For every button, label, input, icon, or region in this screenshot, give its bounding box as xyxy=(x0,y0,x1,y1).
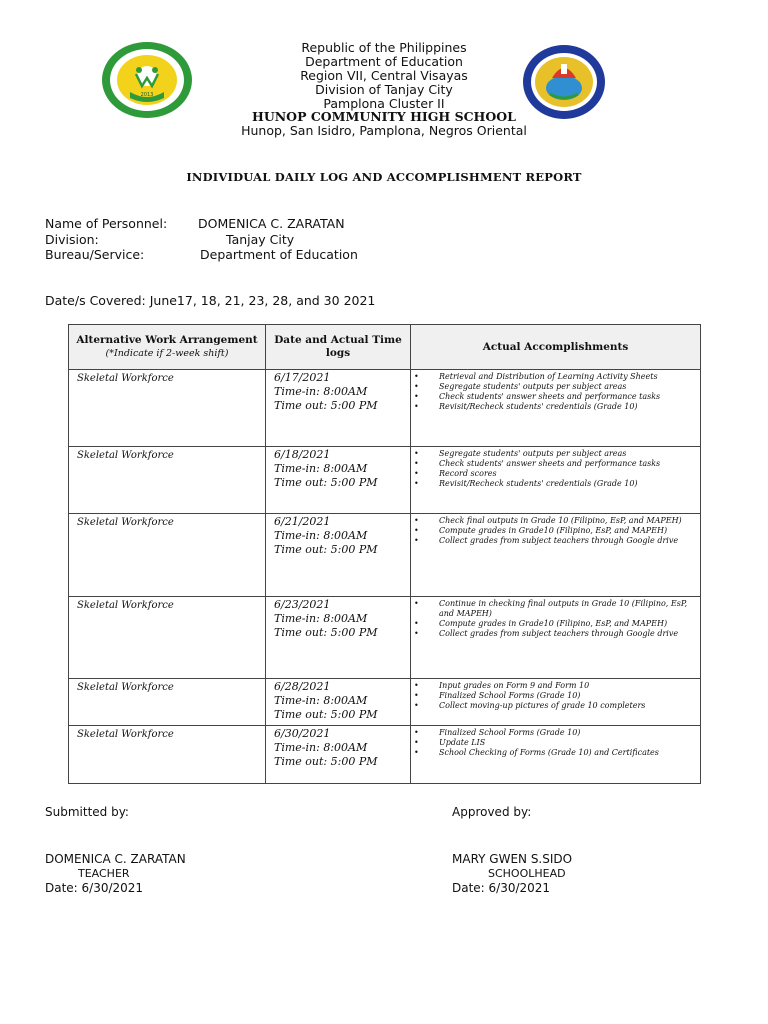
arrangement-cell: Skeletal Workforce xyxy=(69,514,266,597)
header-line-deped: Department of Education xyxy=(305,54,463,69)
school-address: Hunop, San Isidro, Pamplona, Negros Oriental xyxy=(241,123,527,138)
header-line-region: Region VII, Central Visayas xyxy=(300,68,468,83)
accomplishment-item: • Segregate students' outputs per subject areas xyxy=(439,382,696,392)
accomplishment-item: • Check final outputs in Grade 10 (Filipino, EsP, and MAPEH) xyxy=(439,516,696,526)
column-header-date: Date and Actual Time logs xyxy=(266,325,411,370)
log-date: 6/30/2021 xyxy=(274,727,331,740)
date-time-cell xyxy=(266,597,411,679)
bureau-label: Bureau/Service: xyxy=(45,247,145,262)
arrangement-header-note: (*Indicate if 2-week shift) xyxy=(105,348,229,359)
arrangement-header-label: Alternative Work Arrangement xyxy=(76,334,258,346)
accomplishment-item: • Update LIS xyxy=(439,738,696,748)
date-time-cell xyxy=(266,370,411,447)
approved-role: SCHOOLHEAD xyxy=(488,867,566,880)
log-time-in: Time-in: 8:00AM xyxy=(274,462,368,475)
log-time-in: Time-in: 8:00AM xyxy=(274,694,368,707)
log-time-out: Time out: 5:00 PM xyxy=(274,708,378,721)
left-seal-year: 2013 xyxy=(140,92,154,98)
arrangement-cell: Skeletal Workforce xyxy=(69,679,266,726)
accomplishments-cell xyxy=(411,726,701,784)
log-time-out: Time out: 5:00 PM xyxy=(274,399,378,412)
log-time-out: Time out: 5:00 PM xyxy=(274,626,378,639)
accomplishment-item: • Check students' answer sheets and performance tasks xyxy=(439,459,696,469)
accomplishment-item: • School Checking of Forms (Grade 10) and Certificates xyxy=(439,748,696,758)
log-date: 6/18/2021 xyxy=(274,448,331,461)
log-time-in: Time-in: 8:00AM xyxy=(274,529,368,542)
accomplishment-item: • Check students' answer sheets and performance tasks xyxy=(439,392,696,402)
log-time-in: Time-in: 8:00AM xyxy=(274,612,368,625)
arrangement-cell: Skeletal Workforce xyxy=(69,726,266,784)
accomplishment-item: • Record scores xyxy=(439,469,696,479)
accomplishments-cell xyxy=(411,447,701,514)
log-time-out: Time out: 5:00 PM xyxy=(274,755,378,768)
name-value: DOMENICA C. ZARATAN xyxy=(198,216,345,231)
date-time-cell xyxy=(266,514,411,597)
division-value: Tanjay City xyxy=(226,232,295,247)
accomplishment-item: • Finalized School Forms (Grade 10) xyxy=(439,728,696,738)
daily-log-table xyxy=(68,324,701,784)
log-date: 6/17/2021 xyxy=(274,371,331,384)
school-name: HUNOP COMMUNITY HIGH SCHOOL xyxy=(252,109,516,124)
accomplishment-list xyxy=(439,372,696,412)
accomplishment-item: • Finalized School Forms (Grade 10) xyxy=(439,691,696,701)
arrangement-cell: Skeletal Workforce xyxy=(69,370,266,447)
log-date: 6/21/2021 xyxy=(274,515,331,528)
accomplishment-item: • Input grades on Form 9 and Form 10 xyxy=(439,681,696,691)
accomplishment-item: • Compute grades in Grade10 (Filipino, EsP, and MAPEH) xyxy=(439,526,696,536)
submitted-date: Date: 6/30/2021 xyxy=(45,881,144,895)
table-row xyxy=(69,726,701,784)
table-row xyxy=(69,679,701,726)
table-row xyxy=(69,514,701,597)
accomplishment-list xyxy=(439,728,696,758)
accomplishment-list xyxy=(439,681,696,711)
date-time-cell xyxy=(266,679,411,726)
submitted-by-label: Submitted by: xyxy=(45,805,129,819)
division-label: Division: xyxy=(45,232,99,247)
log-time-in: Time-in: 8:00AM xyxy=(274,385,368,398)
accomplishment-item: • Compute grades in Grade10 (Filipino, EsP, and MAPEH) xyxy=(439,619,696,629)
accomplishments-cell xyxy=(411,597,701,679)
report-title: INDIVIDUAL DAILY LOG AND ACCOMPLISHMENT REPORT xyxy=(186,170,582,184)
accomplishment-item: • Collect grades from subject teachers through Google drive xyxy=(439,629,696,639)
table-row xyxy=(69,447,701,514)
accomplishment-item: • Revisit/Recheck students' credentials (Grade 10) xyxy=(439,402,696,412)
date-time-cell xyxy=(266,726,411,784)
accomplishment-item: • Revisit/Recheck students' credentials (Grade 10) xyxy=(439,479,696,489)
approved-date: Date: 6/30/2021 xyxy=(452,881,551,895)
log-time-out: Time out: 5:00 PM xyxy=(274,543,378,556)
name-label: Name of Personnel: xyxy=(45,216,168,231)
arrangement-cell: Skeletal Workforce xyxy=(69,447,266,514)
submitted-name: DOMENICA C. ZARATAN xyxy=(45,852,186,866)
accomplishment-list xyxy=(439,516,696,546)
submitted-role: TEACHER xyxy=(78,867,130,880)
table-row xyxy=(69,370,701,447)
accomplishments-cell xyxy=(411,679,701,726)
accomplishment-item: • Collect moving-up pictures of grade 10 completers xyxy=(439,701,696,711)
accomplishment-item: • Retrieval and Distribution of Learning Activity Sheets xyxy=(439,372,696,382)
accomplishment-item: • Collect grades from subject teachers through Google drive xyxy=(439,536,696,546)
approved-by-label: Approved by: xyxy=(452,805,532,819)
accomplishments-cell xyxy=(411,370,701,447)
header-line-division: Division of Tanjay City xyxy=(315,82,453,97)
column-header-accomplishments: Actual Accomplishments xyxy=(411,325,701,370)
table-row xyxy=(69,597,701,679)
dates-covered: Date/s Covered: June17, 18, 21, 23, 28, and 30 2021 xyxy=(45,293,376,308)
log-time-in: Time-in: 8:00AM xyxy=(274,741,368,754)
accomplishment-item: • Segregate students' outputs per subject areas xyxy=(439,449,696,459)
accomplishment-list xyxy=(439,449,696,489)
approved-name: MARY GWEN S.SIDO xyxy=(452,852,573,866)
bureau-value: Department of Education xyxy=(200,247,358,262)
date-time-cell xyxy=(266,447,411,514)
header-line-cluster: Pamplona Cluster II xyxy=(323,96,445,111)
header-line-republic: Republic of the Philippines xyxy=(301,40,467,55)
arrangement-cell: Skeletal Workforce xyxy=(69,597,266,679)
column-header-arrangement xyxy=(69,325,266,370)
log-time-out: Time out: 5:00 PM xyxy=(274,476,378,489)
accomplishments-cell xyxy=(411,514,701,597)
accomplishment-list xyxy=(439,599,696,639)
accomplishment-item: • Continue in checking final outputs in Grade 10 (Filipino, EsP, and MAPEH) xyxy=(439,599,696,619)
table-header-row xyxy=(69,325,701,370)
log-date: 6/28/2021 xyxy=(274,680,331,693)
log-date: 6/23/2021 xyxy=(274,598,331,611)
